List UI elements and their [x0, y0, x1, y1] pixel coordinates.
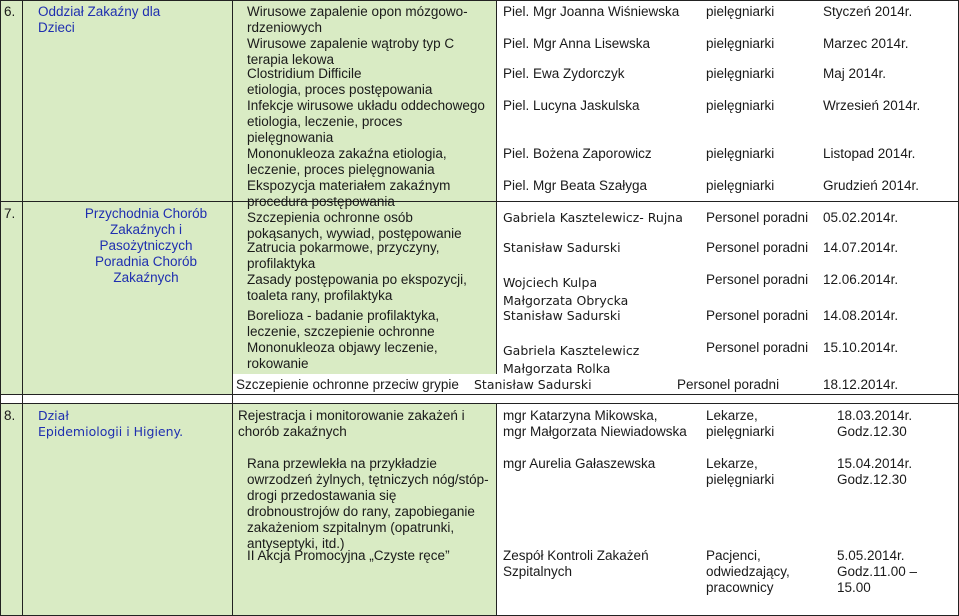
audience-cell: Lekarze, pielęgniarki	[706, 408, 775, 439]
audience-cell: pielęgniarki	[706, 4, 775, 19]
topic-cell: Zasady postępowania po ekspozycji, toaleta rany, profilaktyka	[247, 272, 467, 303]
audience-cell: pielęgniarki	[706, 98, 775, 113]
speaker-cell: Piel. Mgr Beata Szałyga	[503, 178, 648, 193]
audience-cell: Personel poradni	[677, 377, 780, 392]
speaker-cell: mgr Aurelia Gałaszewska	[503, 456, 656, 471]
section-6-number: 6.	[4, 4, 16, 19]
audience-cell: Pacjenci, odwiedzający, pracownicy	[706, 548, 790, 595]
audience-cell: Personel poradni	[706, 240, 809, 255]
date-cell: 14.08.2014r.	[823, 308, 899, 323]
date-cell: 18.12.2014r.	[823, 377, 899, 392]
date-cell: Grudzień 2014r.	[823, 178, 920, 193]
audience-cell: Lekarze, pielęgniarki	[706, 456, 775, 487]
date-cell: 12.06.2014r.	[823, 272, 899, 287]
topic-cell: Szczepienie ochronne przeciw grypie	[236, 377, 459, 392]
date-cell: 5.05.2014r. Godz.11.00 – 15.00	[837, 548, 918, 595]
date-cell: 14.07.2014r.	[823, 240, 899, 255]
audience-cell: pielęgniarki	[706, 66, 775, 81]
speaker-cell: Stanisław Sadurski	[503, 308, 621, 323]
date-cell: Maj 2014r.	[823, 66, 887, 81]
audience-cell: Personel poradni	[706, 340, 809, 355]
topic-cell: Mononukleoza objawy leczenie, rokowanie	[247, 340, 438, 371]
topic-cell: Mononukleoza zakaźna etiologia, leczenie, proces pielęgnowania	[247, 146, 447, 177]
speaker-cell: Gabriela Kasztelewicz Małgorzata Rolka	[503, 343, 640, 376]
date-cell: Listopad 2014r.	[823, 146, 916, 161]
section-divider	[0, 201, 959, 202]
topic-cell: Rana przewlekła na przykładzie owrzodzeń żylnych, tętniczych nóg/stóp- drogi przedostawania się drobnoustrojów do rany, zapobieganie zakażeniom szpitalnym (opatrunki, antyseptyki, itd.)	[247, 456, 489, 551]
table-column-divider	[496, 0, 497, 374]
section-divider	[0, 394, 959, 395]
date-cell: Wrzesień 2014r.	[823, 98, 921, 113]
audience-cell: pielęgniarki	[706, 36, 775, 51]
speaker-cell: Piel. Ewa Zydorczyk	[503, 66, 625, 81]
section-7-name: Przychodnia Chorób Zakaźnych i Pasożytniczych Poradnia Chorób Zakaźnych	[84, 206, 208, 285]
table-column-divider	[232, 0, 233, 616]
date-cell: Marzec 2014r.	[823, 36, 909, 51]
speaker-cell: Piel. Mgr Anna Lisewska	[503, 36, 651, 51]
table-column-divider	[496, 403, 497, 616]
speaker-cell: Zespół Kontroli Zakażeń Szpitalnych	[503, 548, 649, 579]
section-6-name: Oddział Zakaźny dla Dzieci	[38, 4, 161, 35]
speaker-cell: Stanisław Sadurski	[503, 240, 621, 255]
section-divider	[0, 403, 959, 404]
table-border-left	[0, 0, 1, 616]
topic-cell: II Akcja Promocyjna „Czyste ręce”	[247, 548, 450, 563]
section-8-number: 8.	[4, 408, 16, 423]
speaker-cell: Gabriela Kasztelewicz- Rujna	[503, 210, 683, 225]
speaker-cell: Piel. Lucyna Jaskulska	[503, 98, 640, 113]
date-cell: 15.10.2014r.	[823, 340, 899, 355]
date-cell: Styczeń 2014r.	[823, 4, 913, 19]
topic-cell: Ekspozycja materiałem zakaźnym procedura postępowania	[247, 178, 451, 209]
topic-cell: Clostridium Difficile etiologia, proces postępowania	[247, 66, 433, 97]
audience-cell: Personel poradni	[706, 308, 809, 323]
audience-cell: Personel poradni	[706, 272, 809, 287]
topic-cell: Szczepienia ochronne osób pokąsanych, wywiad, postępowanie	[247, 210, 462, 241]
topic-cell: Wirusowe zapalenie opon mózgowo- rdzeniowych	[247, 4, 468, 35]
speaker-cell: mgr Katarzyna Mikowska, mgr Małgorzata Niewiadowska	[503, 408, 687, 439]
topic-cell: Borelioza - badanie profilaktyka, leczenie, szczepienie ochronne	[247, 308, 440, 339]
speaker-cell: Piel. Mgr Joanna Wiśniewska	[503, 4, 680, 19]
table-border-top	[0, 0, 959, 1]
topic-cell: Zatrucia pokarmowe, przyczyny, profilaktyka	[247, 240, 440, 271]
section-8-name: Dział Epidemiologii i Higieny.	[38, 408, 184, 439]
topic-cell: Rejestracja i monitorowanie zakażeń i chorób zakaźnych	[238, 408, 465, 439]
audience-cell: pielęgniarki	[706, 178, 775, 193]
speaker-cell: Stanisław Sadurski	[474, 377, 592, 392]
table-column-divider	[22, 0, 23, 616]
audience-cell: Personel poradni	[706, 210, 809, 225]
speaker-cell: Piel. Bożena Zaporowicz	[503, 146, 652, 161]
topic-cell: Wirusowe zapalenie wątroby typ C terapia lekowa	[247, 36, 455, 67]
audience-cell: pielęgniarki	[706, 146, 775, 161]
date-cell: 15.04.2014r. Godz.12.30	[837, 456, 913, 487]
speaker-cell: Wojciech Kulpa Małgorzata Obrycka	[503, 275, 629, 308]
topic-cell: Infekcje wirusowe układu oddechowego etiologia, leczenie, proces pielęgnowania	[247, 98, 485, 145]
section-7-number: 7.	[4, 206, 16, 221]
date-cell: 18.03.2014r. Godz.12.30	[837, 408, 913, 439]
date-cell: 05.02.2014r.	[823, 210, 899, 225]
